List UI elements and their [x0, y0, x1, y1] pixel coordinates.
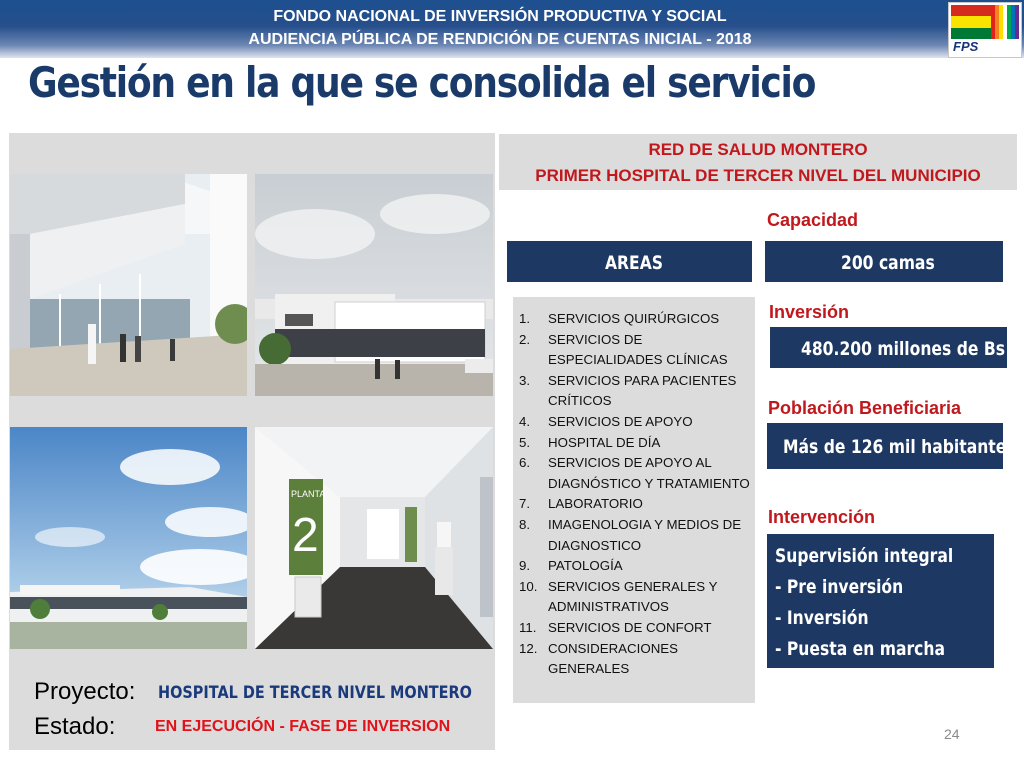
hospital-exterior-photo [255, 174, 493, 396]
areas-list [513, 297, 755, 703]
list-item: 12. CONSIDERACIONES GENERALES [519, 640, 679, 677]
fps-logo [948, 2, 1022, 58]
intervencion-line-1: Supervisión integral [775, 545, 954, 567]
red-salud-header [499, 134, 1017, 190]
intervencion-box [767, 534, 994, 668]
areas-header-text: AREAS [605, 252, 663, 274]
list-item: 2. SERVICIOS DE ESPECIALIDADES CLÍNICAS [519, 331, 728, 368]
header-band [0, 0, 1024, 58]
bolivia-flag-icon [951, 5, 1019, 39]
capacidad-label: Capacidad [767, 210, 859, 230]
hospital-corridor-photo [255, 427, 493, 649]
hospital-aerial-photo [10, 427, 247, 649]
estado-label: Estado: [34, 713, 116, 740]
list-item: 6. SERVICIOS DE APOYO AL DIAGNÓSTICO Y TRATAMIENTO [519, 455, 750, 491]
poblacion-box [767, 423, 1016, 469]
capacidad-value: 200 camas [841, 252, 935, 274]
poblacion-value: Más de 126 mil habitantes [783, 436, 1016, 458]
proyecto-label: Proyecto: [34, 678, 136, 705]
list-item: 7. LABORATORIO [519, 496, 643, 512]
list-item: 5. HOSPITAL DE DÍA [519, 434, 661, 450]
areas-header [507, 241, 752, 282]
intervencion-line-4: - Puesta en marcha [775, 638, 945, 660]
page-title: Gestión en la que se consolida el servicio [28, 58, 816, 107]
red-salud-line-2: PRIMER HOSPITAL DE TERCER NIVEL DEL MUNICIPIO [535, 166, 981, 185]
list-item: 8. IMAGENOLOGIA Y MEDIOS DE DIAGNOSTICO [519, 516, 742, 553]
hospital-entrance-photo [10, 174, 247, 396]
list-item: 9. PATOLOGÍA [519, 558, 623, 574]
red-salud-line-1: RED DE SALUD MONTERO [648, 140, 868, 159]
inversion-box [770, 327, 1007, 368]
poblacion-label: Población Beneficiaria [768, 398, 962, 418]
list-item: 3. SERVICIOS PARA PACIENTES CRÍTICOS [519, 372, 737, 409]
capacidad-box [765, 241, 1003, 282]
logo-text: FPS [953, 39, 979, 54]
list-item: 11. SERVICIOS DE CONFORT [519, 619, 712, 635]
intervencion-label: Intervención [768, 507, 876, 527]
page-number: 24 [944, 726, 960, 742]
estado-value: EN EJECUCIÓN - FASE DE INVERSION [155, 718, 451, 735]
list-item: 1. SERVICIOS QUIRÚRGICOS [519, 311, 720, 326]
header-line-2: AUDIENCIA PÚBLICA DE RENDICIÓN DE CUENTAS INICIAL - 2018 [248, 31, 752, 48]
inversion-label: Inversión [769, 302, 850, 322]
header-line-1: FONDO NACIONAL DE INVERSIÓN PRODUCTIVA Y SOCIAL [273, 8, 727, 25]
intervencion-line-3: - Inversión [775, 607, 869, 629]
planta-label: PLANTA [291, 489, 326, 499]
planta-number: 2 [292, 509, 319, 562]
proyecto-value: HOSPITAL DE TERCER NIVEL MONTERO [158, 683, 472, 703]
inversion-value: 480.200 millones de Bs [801, 338, 1006, 360]
list-item: 10. SERVICIOS GENERALES Y ADMINISTRATIVOS [519, 578, 718, 615]
list-item: 4. SERVICIOS DE APOYO [519, 413, 693, 429]
intervencion-line-2: - Pre inversión [775, 576, 904, 598]
